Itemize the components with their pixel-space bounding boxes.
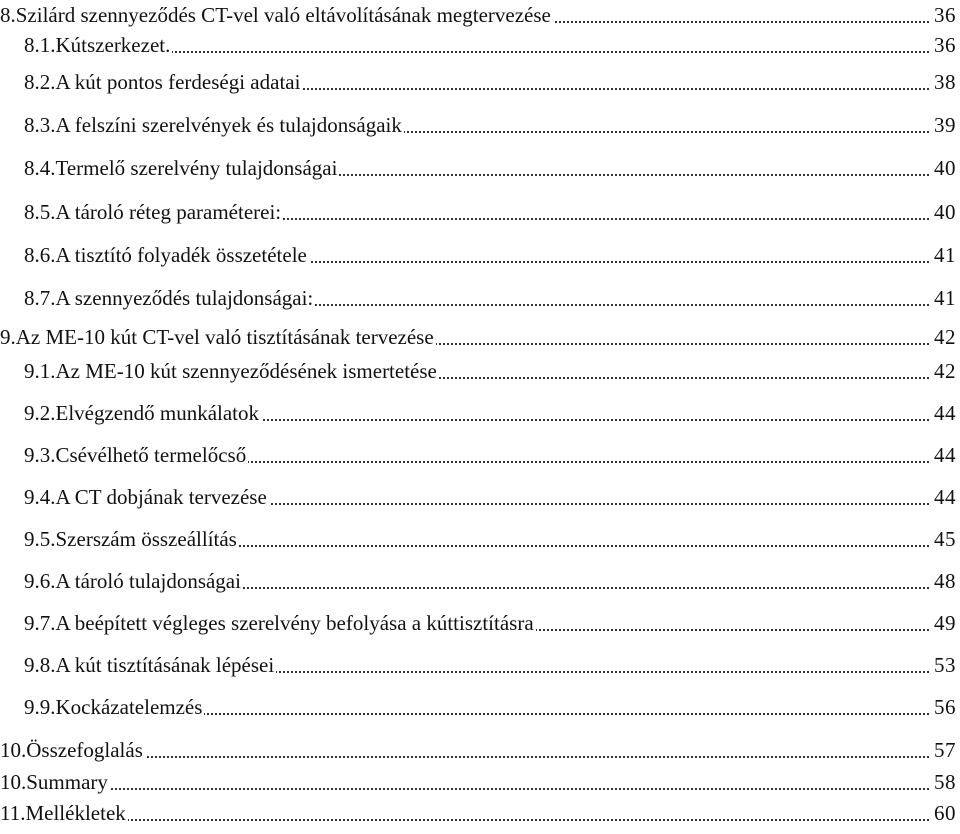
- toc-entry-label: 9.4.A CT dobjának tervezése: [24, 485, 267, 509]
- toc-page-number: 36: [931, 33, 956, 58]
- toc-leader-dots: [0, 819, 956, 821]
- toc-page-number: 41: [931, 243, 956, 268]
- toc-entry-label: 8.7.A szennyeződés tulajdonságai:: [24, 286, 314, 310]
- toc-page-number: 58: [931, 770, 956, 795]
- toc-entry-label: 9.2.Elvégzendő munkálatok: [24, 401, 260, 425]
- toc-entry-label: 9.9.Kockázatelemzés: [24, 695, 203, 719]
- toc-entry[interactable]: [0, 110, 960, 140]
- toc-entry-label: 8.4.Termelő szerelvény tulajdonságai: [24, 156, 338, 180]
- toc-page-number: 44: [931, 443, 956, 468]
- toc-page-number: 57: [931, 738, 956, 763]
- toc-entry[interactable]: [0, 67, 960, 97]
- toc-entry[interactable]: [0, 482, 960, 512]
- toc-entry-label: 9.6.A tároló tulajdonságai: [24, 569, 241, 593]
- toc-page-number: 42: [931, 359, 956, 384]
- toc-entry[interactable]: [0, 798, 960, 828]
- toc-entry[interactable]: [0, 440, 960, 470]
- toc-page-number: 44: [931, 485, 956, 510]
- toc-entry[interactable]: [0, 197, 960, 227]
- toc-entry-label: 8.1.Kútszerkezet.: [24, 33, 171, 57]
- toc-entry-label: 8.3.A felszíni szerelvények és tulajdonságaik: [24, 113, 402, 137]
- toc-entry-label: 9.5.Szerszám összeállítás: [24, 527, 237, 551]
- toc-page-number: 40: [931, 156, 956, 181]
- toc-entry[interactable]: [0, 735, 960, 765]
- toc-page-number: 39: [931, 113, 956, 138]
- toc-entry-label: 8.5.A tároló réteg paraméterei:: [24, 200, 282, 224]
- toc-entry[interactable]: [0, 356, 960, 386]
- toc-entry[interactable]: [0, 240, 960, 270]
- toc-leader-dots: [0, 788, 956, 790]
- toc-entry[interactable]: [0, 322, 960, 352]
- toc-entry[interactable]: [0, 566, 960, 596]
- toc-entry[interactable]: [0, 30, 960, 60]
- toc-entry[interactable]: [0, 692, 960, 722]
- toc-entry[interactable]: [0, 398, 960, 428]
- toc-entry-label: 10.Summary: [0, 770, 108, 794]
- toc-entry-label: 11.Mellékletek: [0, 801, 126, 825]
- toc-page-number: 49: [931, 611, 956, 636]
- toc-entry[interactable]: [0, 283, 960, 313]
- toc-page-number: 45: [931, 527, 956, 552]
- toc-entry-label: 8.Szilárd szennyeződés CT-vel való eltávolításának megtervezése: [0, 3, 551, 27]
- toc-page-number: 40: [931, 200, 956, 225]
- toc-page-number: 60: [931, 801, 956, 826]
- toc-page-number: 56: [931, 695, 956, 720]
- toc-entry-label: 9.1.Az ME-10 kút szennyeződésének ismertetése: [24, 359, 437, 383]
- toc-entry[interactable]: [0, 650, 960, 680]
- toc-page-number: 53: [931, 653, 956, 678]
- toc-entry-label: 8.2.A kút pontos ferdeségi adatai: [24, 70, 301, 94]
- toc-entry[interactable]: [0, 153, 960, 183]
- toc-page-number: 42: [931, 325, 956, 350]
- toc-entry-label: 9.8.A kút tisztításának lépései: [24, 653, 275, 677]
- toc-page-number: 41: [931, 286, 956, 311]
- toc-entry-label: 9.7.A beépített végleges szerelvény befolyása a kúttisztításra: [24, 611, 534, 635]
- toc-entry[interactable]: [0, 767, 960, 797]
- toc-entry[interactable]: [0, 524, 960, 554]
- toc-entry-label: 8.6.A tisztító folyadék összetétele: [24, 243, 307, 267]
- toc-page-number: 48: [931, 569, 956, 594]
- toc-entry-label: 9.3.Csévélhető termelőcső: [24, 443, 247, 467]
- toc-page-number: 36: [931, 3, 956, 28]
- toc-page-number: 44: [931, 401, 956, 426]
- toc-entry-label: 10.Összefoglalás: [0, 738, 143, 762]
- toc-page-number: 38: [931, 70, 956, 95]
- toc-entry[interactable]: [0, 608, 960, 638]
- toc-entry-label: 9.Az ME-10 kút CT-vel való tisztításának tervezése: [0, 325, 434, 349]
- toc-entry[interactable]: [0, 0, 960, 30]
